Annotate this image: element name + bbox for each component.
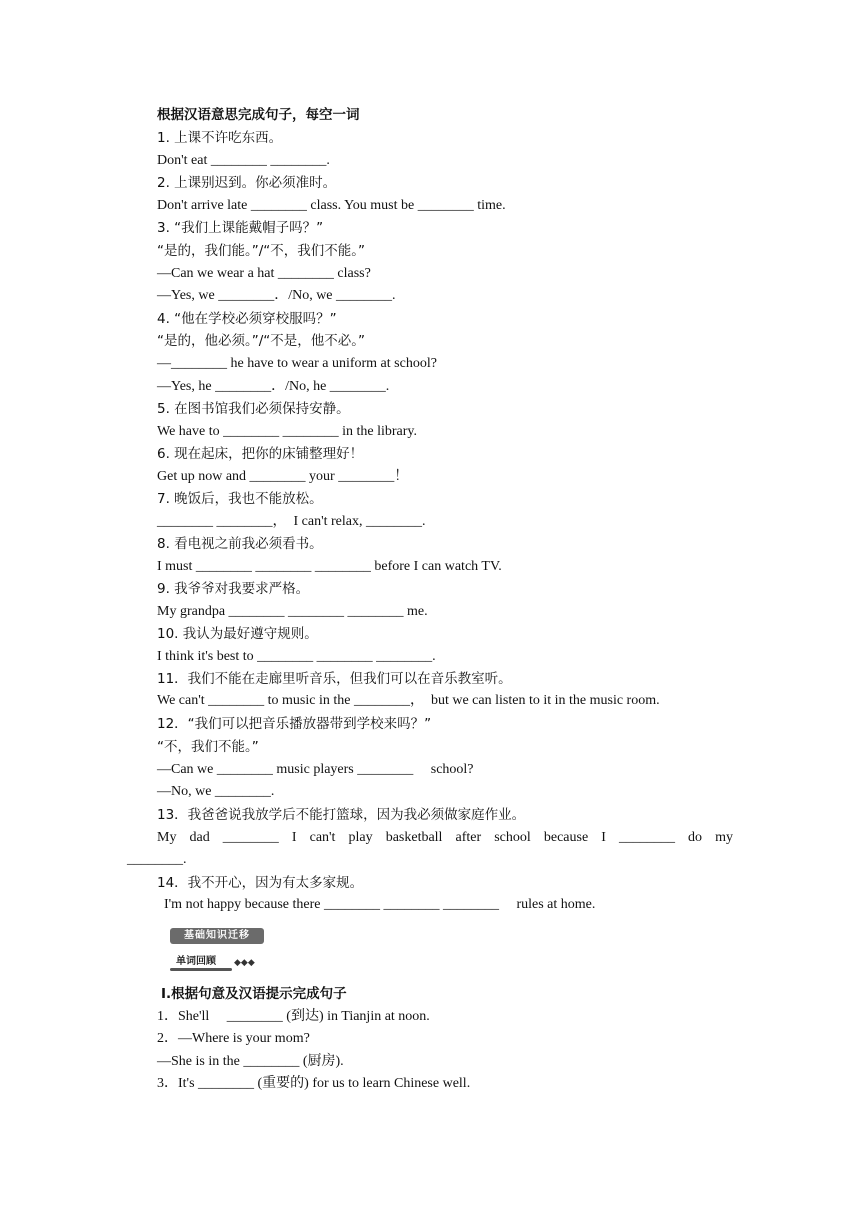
question-1-english: Don't eat ________ ________. — [157, 153, 330, 168]
section-badge-word-review — [170, 955, 266, 973]
question-6-chinese: 6. 现在起床，把你的床铺整理好！ — [157, 446, 364, 462]
question-7-chinese: 7. 晚饭后，我也不能放松。 — [157, 491, 323, 507]
question-12-english: —Can we ________ music players ________ school? — [157, 762, 474, 777]
question-3-english: —Can we wear a hat ________ class? — [157, 266, 371, 281]
question-6-english: Get up now and ________ your ________！ — [157, 469, 409, 484]
question-4-english: —________ he have to wear a uniform at school? — [157, 356, 437, 371]
section-2-heading: Ⅰ.根据句意及汉语提示完成句子 — [161, 986, 347, 1002]
question-4-chinese: 4. “他在学校必须穿校服吗？” — [157, 311, 337, 327]
question-9-english: My grandpa ________ ________ ________ me. — [157, 604, 428, 619]
question-8-english: I must ________ ________ ________ before I can watch TV. — [157, 559, 502, 574]
question-12-chinese-answer: “不，我们不能。” — [157, 739, 259, 755]
question-3-chinese-answer: “是的，我们能。”/“不，我们不能。” — [157, 243, 366, 259]
section-badge-knowledge-transfer: 基础知识迁移 — [170, 928, 264, 944]
question-9-chinese: 9. 我爷爷对我要求严格。 — [157, 581, 310, 597]
question-13-english-continued: ________. — [127, 852, 187, 867]
question-10-english: I think it's best to ________ ________ ________. — [157, 649, 436, 664]
question-12-chinese: 12．“我们可以把音乐播放器带到学校来吗？” — [157, 716, 432, 732]
question-3-chinese: 3. “我们上课能戴帽子吗？” — [157, 220, 324, 236]
question-13-english: My dad ________ I can't play basketball after school because I ________ do my — [157, 830, 733, 845]
question-4-english-answer: —Yes, he ________．/No, he ________. — [157, 379, 390, 394]
exercise-3: 3．It's ________ (重要的) for us to learn Chinese well. — [157, 1076, 471, 1091]
exercise-1: 1．She'll ________ (到达) in Tianjin at noon. — [157, 1009, 430, 1024]
section-heading: 根据汉语意思完成句子，每空一词 — [157, 107, 360, 123]
question-3-english-answer: —Yes, we ________．/No, we ________. — [157, 288, 396, 303]
question-2-english: Don't arrive late ________ class. You must be ________ time. — [157, 198, 506, 213]
diamond-icon: ◆◆◆ — [234, 957, 255, 967]
question-11-chinese: 11．我们不能在走廊里听音乐，但我们可以在音乐教室听。 — [157, 671, 512, 687]
question-8-chinese: 8. 看电视之前我必须看书。 — [157, 536, 323, 552]
exercise-2-answer: —She is in the ________ (厨房). — [157, 1054, 344, 1069]
question-13-chinese: 13．我爸爸说我放学后不能打篮球，因为我必须做家庭作业。 — [157, 807, 526, 823]
question-4-chinese-answer: “是的，他必须。”/“不是，他不必。” — [157, 333, 366, 349]
question-1-chinese: 1. 上课不许吃东西。 — [157, 130, 283, 146]
question-14-english: I'm not happy because there ________ ________ ________ rules at home. — [164, 897, 596, 912]
question-14-chinese: 14．我不开心，因为有太多家规。 — [157, 875, 364, 891]
badge-label: 单词回顾 — [176, 956, 216, 967]
question-5-chinese: 5. 在图书馆我们必须保持安静。 — [157, 401, 350, 417]
exercise-2: 2．—Where is your mom? — [157, 1031, 310, 1046]
question-7-english: ________ ________， I can't relax, ________. — [157, 514, 426, 529]
question-5-english: We have to ________ ________ in the library. — [157, 424, 418, 439]
question-2-chinese: 2. 上课别迟到。你必须准时。 — [157, 175, 337, 191]
question-10-chinese: 10. 我认为最好遵守规则。 — [157, 626, 318, 642]
question-11-english: We can't ________ to music in the ________， but we can listen to it in the music room. — [157, 693, 660, 708]
question-12-english-answer: —No, we ________. — [157, 784, 275, 799]
